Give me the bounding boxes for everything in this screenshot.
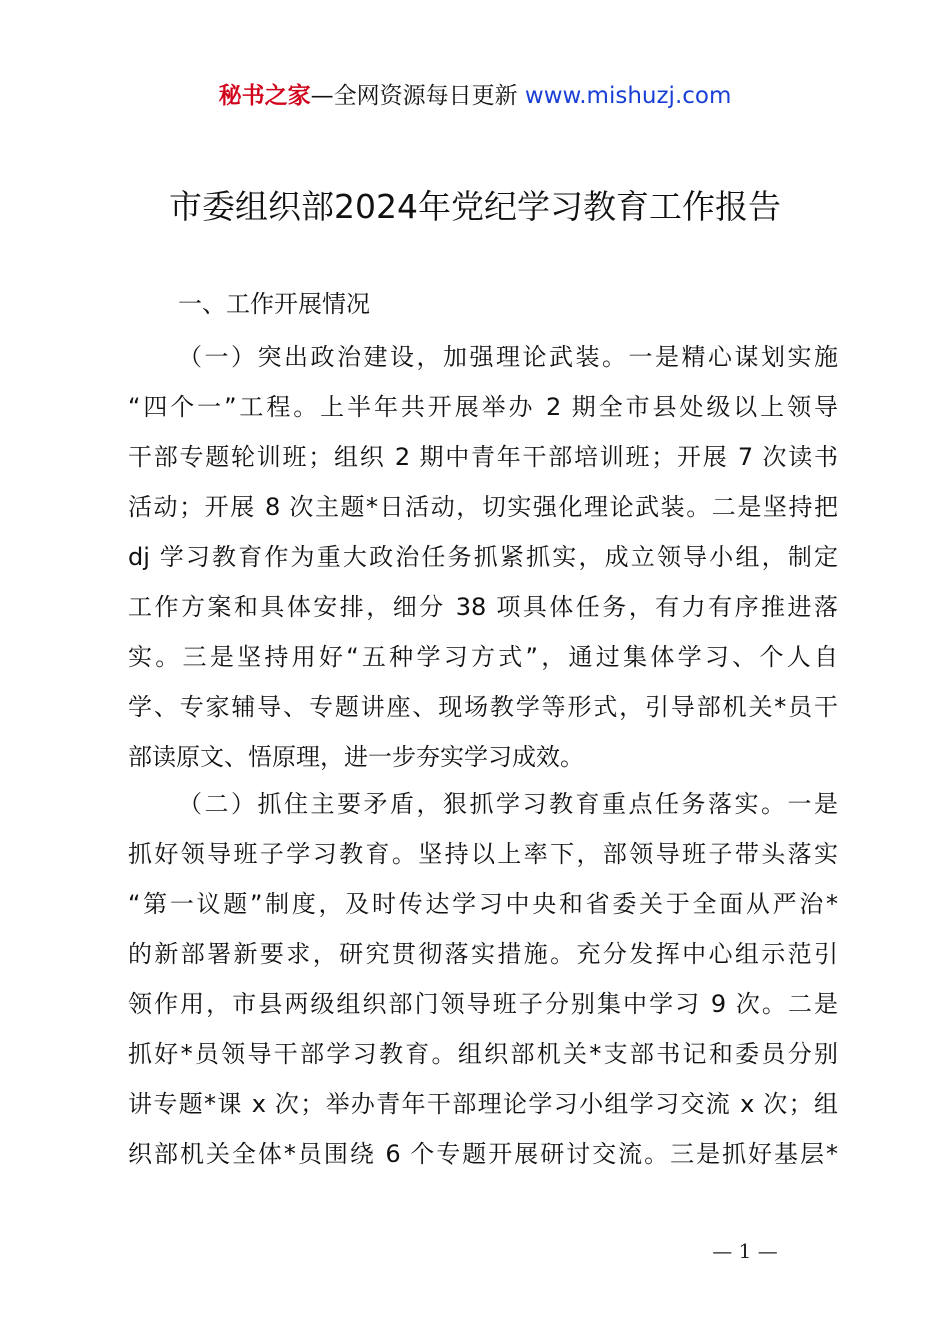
paragraph-line: 学、专家辅导、专题讲座、现场教学等形式，引导部机关*员干: [128, 693, 838, 721]
paragraph-line: “四个一”工程。上半年共开展举办 2 期全市县处级以上领导: [128, 393, 838, 421]
paragraph-line: 实。三是坚持用好“五种学习方式”，通过集体学习、个人自: [128, 643, 838, 671]
paragraph-line: （二）抓住主要矛盾，狠抓学习教育重点任务落实。一是: [178, 790, 838, 818]
paragraph-line: 的新部署新要求，研究贯彻落实措施。充分发挥中心组示范引: [128, 940, 838, 968]
paragraph-line: 活动；开展 8 次主题*日活动，切实强化理论武装。二是坚持把: [128, 493, 838, 521]
paragraph-1: [128, 332, 838, 782]
paragraph-line: “第一议题”制度，及时传达学习中央和省委关于全面从严治*: [128, 890, 838, 918]
paragraph-line: dj 学习教育作为重大政治任务抓紧抓实，成立领导小组，制定: [128, 543, 838, 571]
paragraph-line: 干部专题轮训班；组织 2 期中青年干部培训班；开展 7 次读书: [128, 443, 838, 471]
banner-tagline: —全网资源每日更新: [310, 83, 525, 109]
paragraph-line: 抓好领导班子学习教育。坚持以上率下，部领导班子带头落实: [128, 840, 838, 868]
document-title: 市委组织部2024年党纪学习教育工作报告: [169, 187, 781, 226]
banner-brand: 秘书之家: [218, 83, 311, 109]
paragraph-line: （一）突出政治建设，加强理论武装。一是精心谋划实施: [178, 343, 838, 371]
section-heading: 一、工作开展情况: [178, 290, 370, 318]
paragraph-line: 工作方案和具体安排，细分 38 项具体任务，有力有序推进落: [128, 593, 838, 621]
paragraph-line: 织部机关全体*员围绕 6 个专题开展研讨交流。三是抓好基层*: [128, 1140, 838, 1168]
site-banner: [0, 78, 950, 114]
banner-url-link[interactable]: www.mishuzj.com: [524, 83, 732, 109]
paragraph-2: [128, 779, 838, 1179]
paragraph-line: 领作用，市县两级组织部门领导班子分别集中学习 9 次。二是: [128, 990, 838, 1018]
page-number: — 1 —: [712, 1239, 778, 1263]
paragraph-line: 讲专题*课 x 次；举办青年干部理论学习小组学习交流 x 次；组: [128, 1090, 838, 1118]
paragraph-line: 部读原文、悟原理，进一步夯实学习成效。: [128, 743, 584, 771]
paragraph-line: 抓好*员领导干部学习教育。组织部机关*支部书记和委员分别: [128, 1040, 838, 1068]
